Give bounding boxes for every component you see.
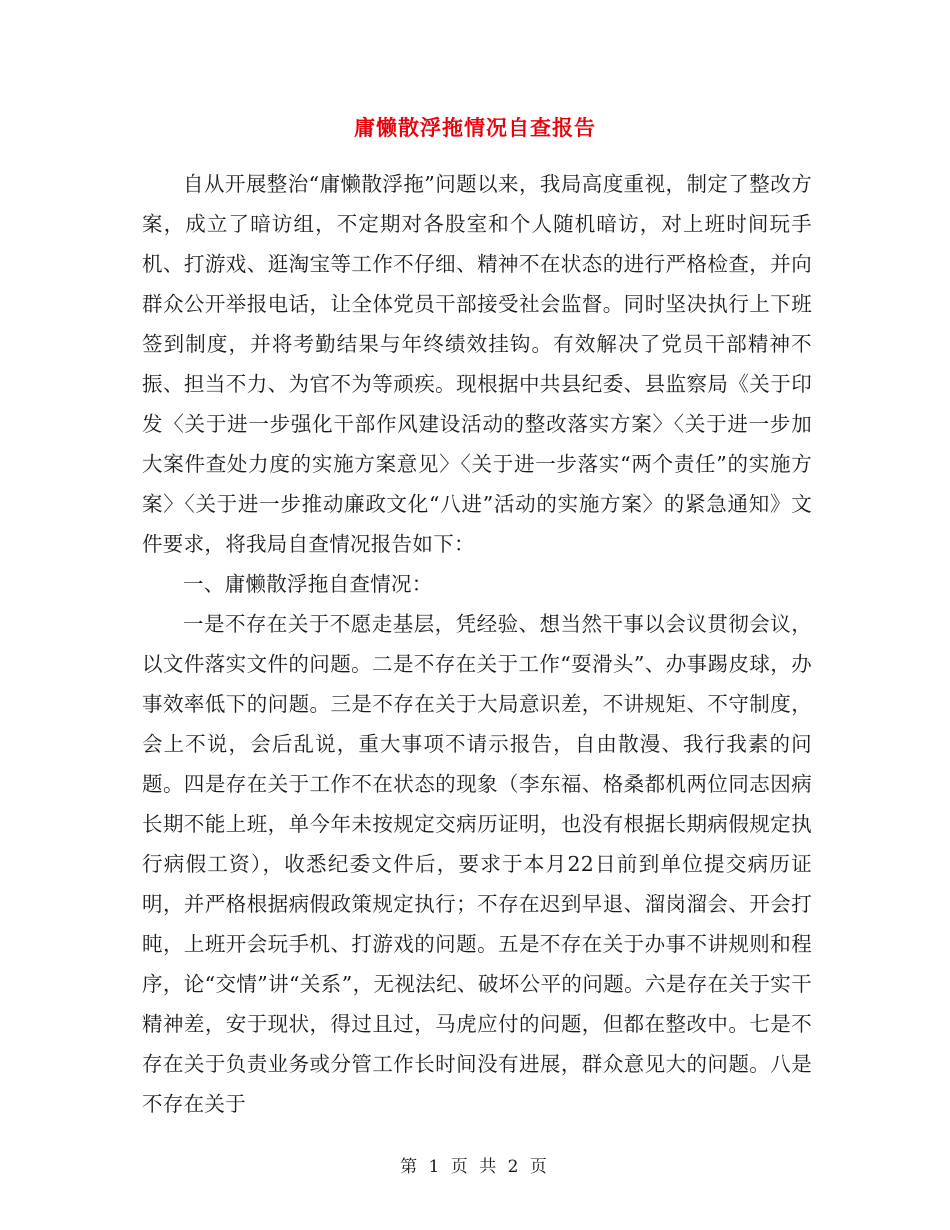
paragraph-intro: 自从开展整治“庸懒散浮拖”问题以来，我局高度重视，制定了整改方案，成立了暗访组，不定期对各股室和个人随机暗访，对上班时间玩手机、打游戏、逛淘宝等工作不仔细、精神不在状态的进行严格检查，并向群众公开举报电话，让全体党员干部接受社会监督。同时坚决执行上下班签到制度，并将考勤结果与年终绩效挂钩。有效解决了党员干部精神不振、担当不力、为官不为等顽疾。现根据中共县纪委、县监察局《关于印发〈关于进一步强化干部作风建设活动的整改落实方案〉〈关于进一步加大案件查处力度的实施方案意见〉〈关于进一步落实“两个责任”的实施方案〉〈关于进一步推动廉政文化“八进”活动的实施方案〉的紧急通知》文件要求，将我局自查情况报告如下：	[142, 172, 812, 556]
section-heading: 一、庸懒散浮拖自查情况：	[183, 572, 433, 596]
document-body	[142, 164, 812, 1124]
page-number-footer: 第 1 页 共 2 页	[400, 1157, 550, 1177]
document-title: 庸懒散浮拖情况自查报告	[354, 116, 596, 140]
paragraph-findings: 一是不存在关于不愿走基层，凭经验、想当然干事以会议贯彻会议，以文件落实文件的问题。二是不存在关于工作“耍滑头”、办事踢皮球，办事效率低下的问题。三是不存在关于大局意识差，不讲规矩、不守制度，会上不说，会后乱说，重大事项不请示报告，自由散漫、我行我素的问题。四是存在关于工作不在状态的现象（李东福、格桑都机两位同志因病长期不能上班，单今年未按规定交病历证明，也没有根据长期病假规定执行病假工资），收悉纪委文件后，要求于本月22日前到单位提交病历证明，并严格根据病假政策规定执行；不存在迟到早退、溜岗溜会、开会打盹，上班开会玩手机、打游戏的问题。五是不存在关于办事不讲规则和程序，论“交情”讲“关系”，无视法纪、破坏公平的问题。六是存在关于实干精神差，安于现状，得过且过，马虎应付的问题，但都在整改中。七是不存在关于负责业务或分管工作长时间没有进展，群众意见大的问题。八是不存在关于	[142, 612, 812, 1116]
